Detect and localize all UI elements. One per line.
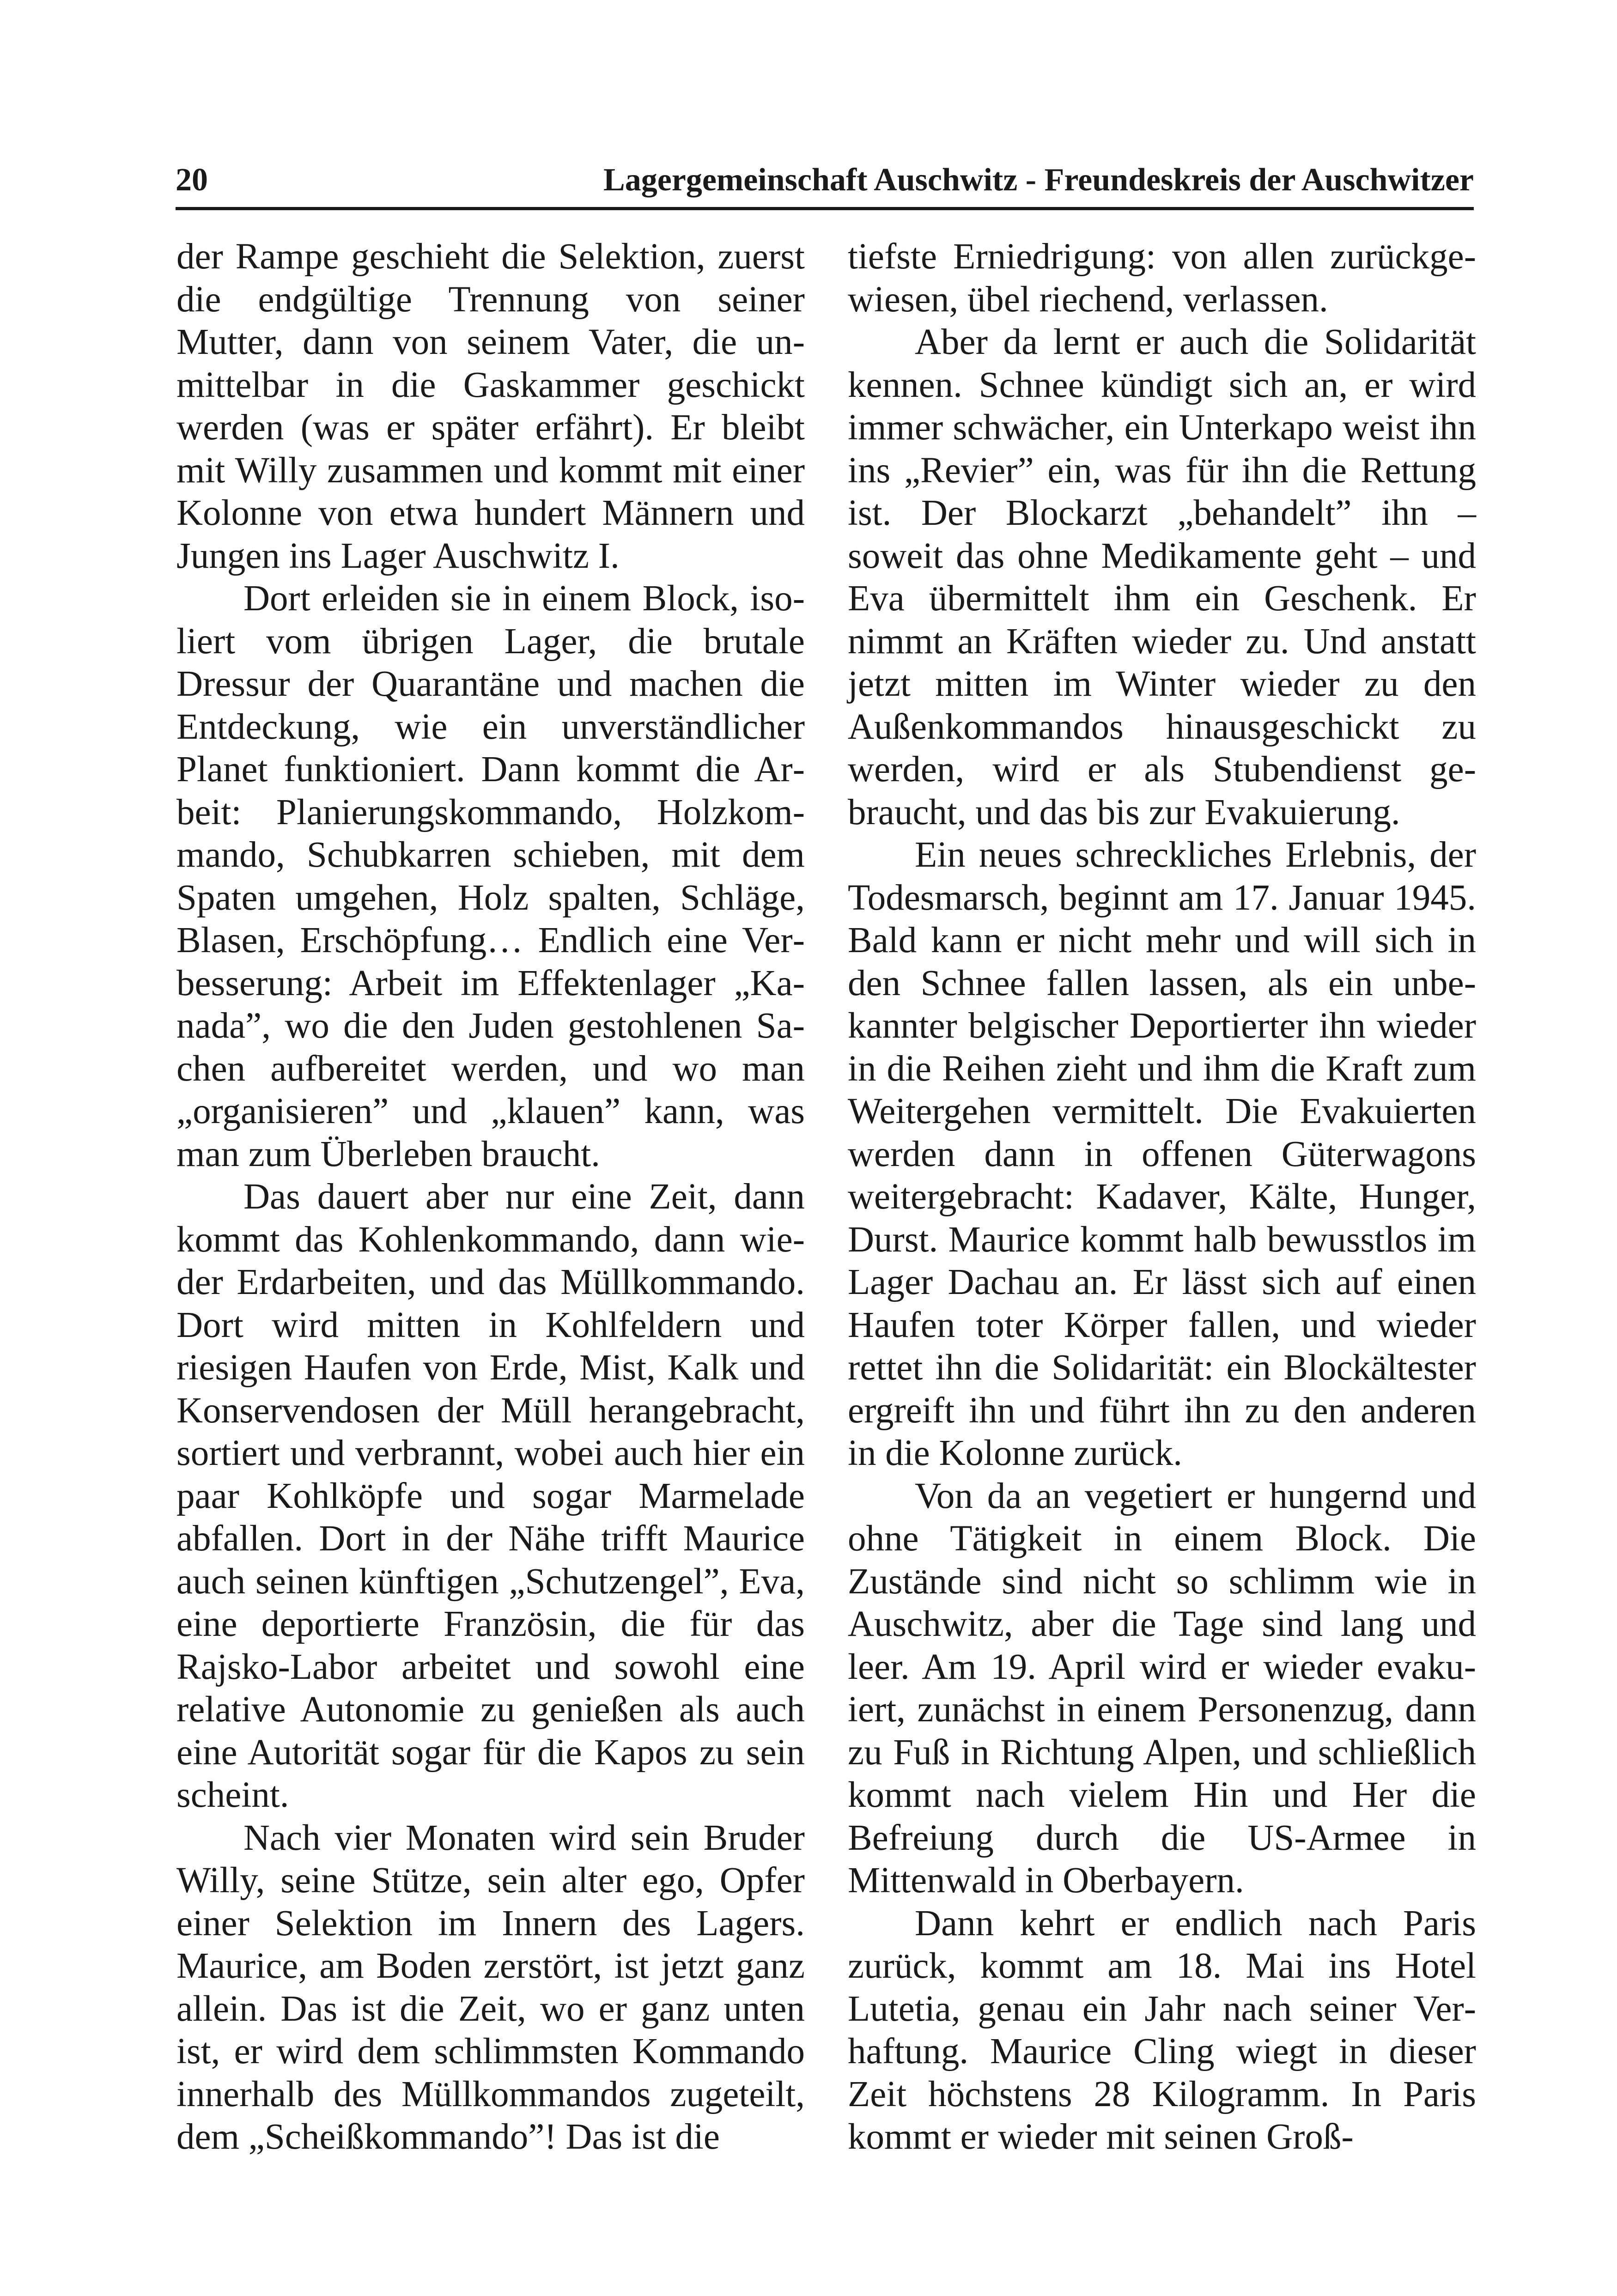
- paragraph: tiefste Erniedrigung: von allen zurückgewiesen, übel riechend, verlassen.: [848, 237, 1476, 320]
- paragraph: Von da an vegetiert er hungernd und ohne Tätigkeit in einem Block. Die Zustände sind nicht so schlimm wie in Auschwitz, aber die Tage sind lang und leer. Am 19. April wird er wieder evakuiert, zunächst in einem Personenzug, dann zu Fuß in Richtung Alpen, und schließlich kommt nach vielem Hin und Her die Befreiung durch die US-Armee in Mittenwald in Oberbayern.: [848, 1476, 1476, 1901]
- text-column-right: [848, 236, 1476, 2159]
- running-title: Lagergemeinschaft Auschwitz - Freundeskreis der Auschwitzer: [603, 162, 1474, 198]
- page-header: [176, 159, 1474, 201]
- paragraph: Ein neues schreckliches Erlebnis, der Todesmarsch, beginnt am 17. Januar 1945. Bald kann er nicht mehr und will sich in den Schnee fallen lassen, als ein unbekannter belgischer Deportierter ihn wieder in die Reihen zieht und ihm die Kraft zum Weitergehen vermittelt. Die Evakuierten werden dann in offenen Güterwagons weitergebracht: Kadaver, Kälte, Hunger, Durst. Maurice kommt halb bewusstlos im Lager Dachau an. Er lässt sich auf einen Haufen toter Körper fallen, und wieder rettet ihn die Solidarität: ein Blockältester ergreift ihn und führt ihn zu den anderen in die Kolonne zurück.: [848, 835, 1476, 1473]
- paragraph: Aber da lernt er auch die Solidarität kennen. Schnee kündigt sich an, er wird immer schwächer, ein Unterkapo weist ihn ins „Revier” ein, was für ihn die Rettung ist. Der Blockarzt „behandelt” ihn – soweit das ohne Medikamente geht – und Eva übermittelt ihm ein Geschenk. Er nimmt an Kräften wieder zu. Und anstatt jetzt mitten im Winter wieder zu den Außenkommandos hinausgeschickt zu werden, wird er als Stubendienst gebraucht, und das bis zur Evakuierung.: [848, 322, 1476, 832]
- paragraph: Dann kehrt er endlich nach Paris zurück, kommt am 18. Mai ins Hotel Lutetia, genau ein Jahr nach seiner Verhaftung. Maurice Cling wiegt in dieser Zeit höchstens 28 Kilogramm. In Paris kommt er wieder mit seinen Groß-: [848, 1903, 1476, 2157]
- text-column-left: [176, 236, 805, 2159]
- paragraph: Dort erleiden sie in einem Block, isoliert vom übrigen Lager, die brutale Dressur der Quarantäne und machen die Entdeckung, wie ein unverständlicher Planet funktioniert. Dann kommt die Arbeit: Planierungskommando, Holzkommando, Schubkarren schieben, mit dem Spaten umgehen, Holz spalten, Schläge, Blasen, Erschöpfung… Endlich eine Verbesserung: Arbeit im Effektenlager „Kanada”, wo die den Juden gestohlenen Sachen aufbereitet werden, und wo man „organisieren” und „klauen” kann, was man zum Überleben braucht.: [176, 578, 805, 1174]
- page-number: 20: [176, 162, 208, 198]
- header-rule: [176, 207, 1474, 210]
- paragraph: Nach vier Monaten wird sein Bruder Willy, seine Stütze, sein alter ego, Opfer einer Selektion im Innern des Lagers. Maurice, am Boden zerstört, ist jetzt ganz allein. Das ist die Zeit, wo er ganz unten ist, er wird dem schlimmsten Kommando innerhalb des Müllkommandos zugeteilt, dem „Scheißkommando”! Das ist die: [176, 1817, 805, 2157]
- paragraph: der Rampe geschieht die Selektion, zuerst die endgültige Trennung von seiner Mutter, dann von seinem Vater, die unmittelbar in die Gaskammer geschickt werden (was er später erfährt). Er bleibt mit Willy zusammen und kommt mit einer Kolonne von etwa hundert Männern und Jungen ins Lager Auschwitz I.: [176, 237, 805, 576]
- paragraph: Das dauert aber nur eine Zeit, dann kommt das Kohlenkommando, dann wieder Erdarbeiten, und das Müllkommando. Dort wird mitten in Kohlfeldern und riesigen Haufen von Erde, Mist, Kalk und Konservendosen der Müll herangebracht, sortiert und verbrannt, wobei auch hier ein paar Kohlköpfe und sogar Marmelade abfallen. Dort in der Nähe trifft Maurice auch seinen künftigen „Schutzengel”, Eva, eine deportierte Französin, die für das Rajsko-Labor arbeitet und sowohl eine relative Autonomie zu genießen als auch eine Autorität sogar für die Kapos zu sein scheint.: [176, 1177, 805, 1815]
